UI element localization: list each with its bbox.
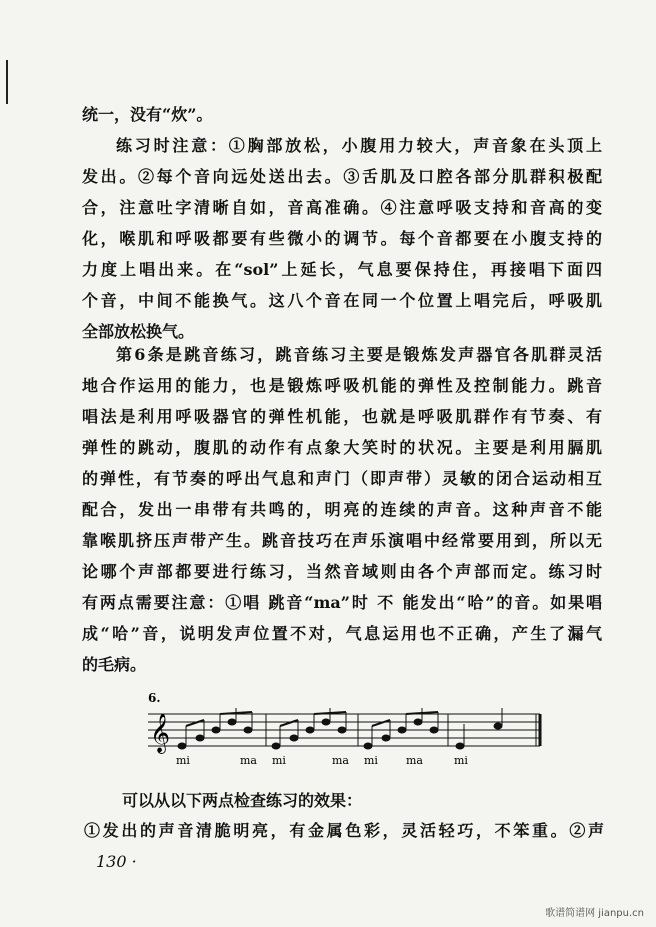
text-line: 地合作运用的能力，也是锻炼呼吸机能的弹性及控制能力。跳音	[82, 376, 602, 395]
text-line: 的弹性，有节奏的呼出气息和声门（即声带）灵敏的闭合运动相互	[82, 469, 602, 488]
text-line: 全部放松换气。	[82, 322, 195, 341]
text-line: ①发出的声音清脆明亮，有金属色彩，灵活轻巧，不笨重。②声	[84, 821, 604, 840]
text-line: 弹性的跳动，腹肌的动作有点象大笑时的状况。主要是利用膈肌	[82, 438, 602, 457]
lyric: ma	[406, 754, 423, 767]
treble-clef-icon: 𝄞	[150, 713, 171, 753]
text-line: 靠喉肌挤压声带产生。跳音技巧在声乐演唱中经常要用到，所以无	[82, 531, 602, 550]
text-line: 统一，没有“炊”。	[82, 105, 213, 124]
text-line: 的毛病。	[82, 655, 147, 674]
exercise-number: 6.	[148, 691, 161, 705]
scan-edge-mark	[6, 60, 8, 104]
text-line: 练习时注意：①胸部放松，小腹用力较大，声音象在头顶上	[116, 136, 602, 155]
text-line: 力度上唱出来。在“sol”上延长，气息要保持住，再接唱下面四	[82, 260, 602, 279]
lyric: mi	[176, 754, 190, 767]
text-line: 第6条是跳音练习，跳音练习主要是锻炼发声器官各肌群灵活	[116, 345, 602, 364]
text-line: 化，喉肌和呼吸都要有些微小的调节。每个音都要在小腹支持的	[82, 229, 602, 248]
lyric: ma	[332, 754, 349, 767]
text-line: 唱法是利用呼吸器官的弹性机能，也就是呼吸肌群作有节奏、有	[82, 407, 602, 426]
text-line: 合，注意吐字清晰自如，音高准确。④注意呼吸支持和音高的变	[82, 198, 602, 217]
watermark: 歌谱简谱网 jianpu.cn	[545, 908, 644, 919]
lyrics	[176, 754, 468, 767]
text-line: 有两点需要注意：①唱 跳音“ma”时 不 能发出“哈”的音。如果唱	[82, 593, 602, 612]
lyric: mi	[364, 754, 378, 767]
section-heading: 可以从以下两点检查练习的效果：	[122, 791, 363, 810]
lyric: mi	[272, 754, 286, 767]
text-line: 成“哈”音，说明发声位置不对，气息运用也不正确，产生了漏气	[82, 624, 602, 643]
music-staff	[148, 690, 548, 774]
text-line: 个音，中间不能换气。这八个音在同一个位置上唱完后，呼吸肌	[82, 291, 602, 310]
text-line: 论哪个声部都要进行练习，当然音域则由各个声部而定。练习时	[82, 562, 602, 581]
page-number: 130 ·	[96, 852, 137, 871]
text-line: 发出。②每个音向远处送出去。③舌肌及口腔各部分肌群积极配	[82, 167, 602, 186]
lyric: ma	[240, 754, 257, 767]
lyric: mi	[454, 754, 468, 767]
text-line: 配合，发出一串带有共鸣的，明亮的连续的声音。这种声音不能	[82, 500, 602, 519]
